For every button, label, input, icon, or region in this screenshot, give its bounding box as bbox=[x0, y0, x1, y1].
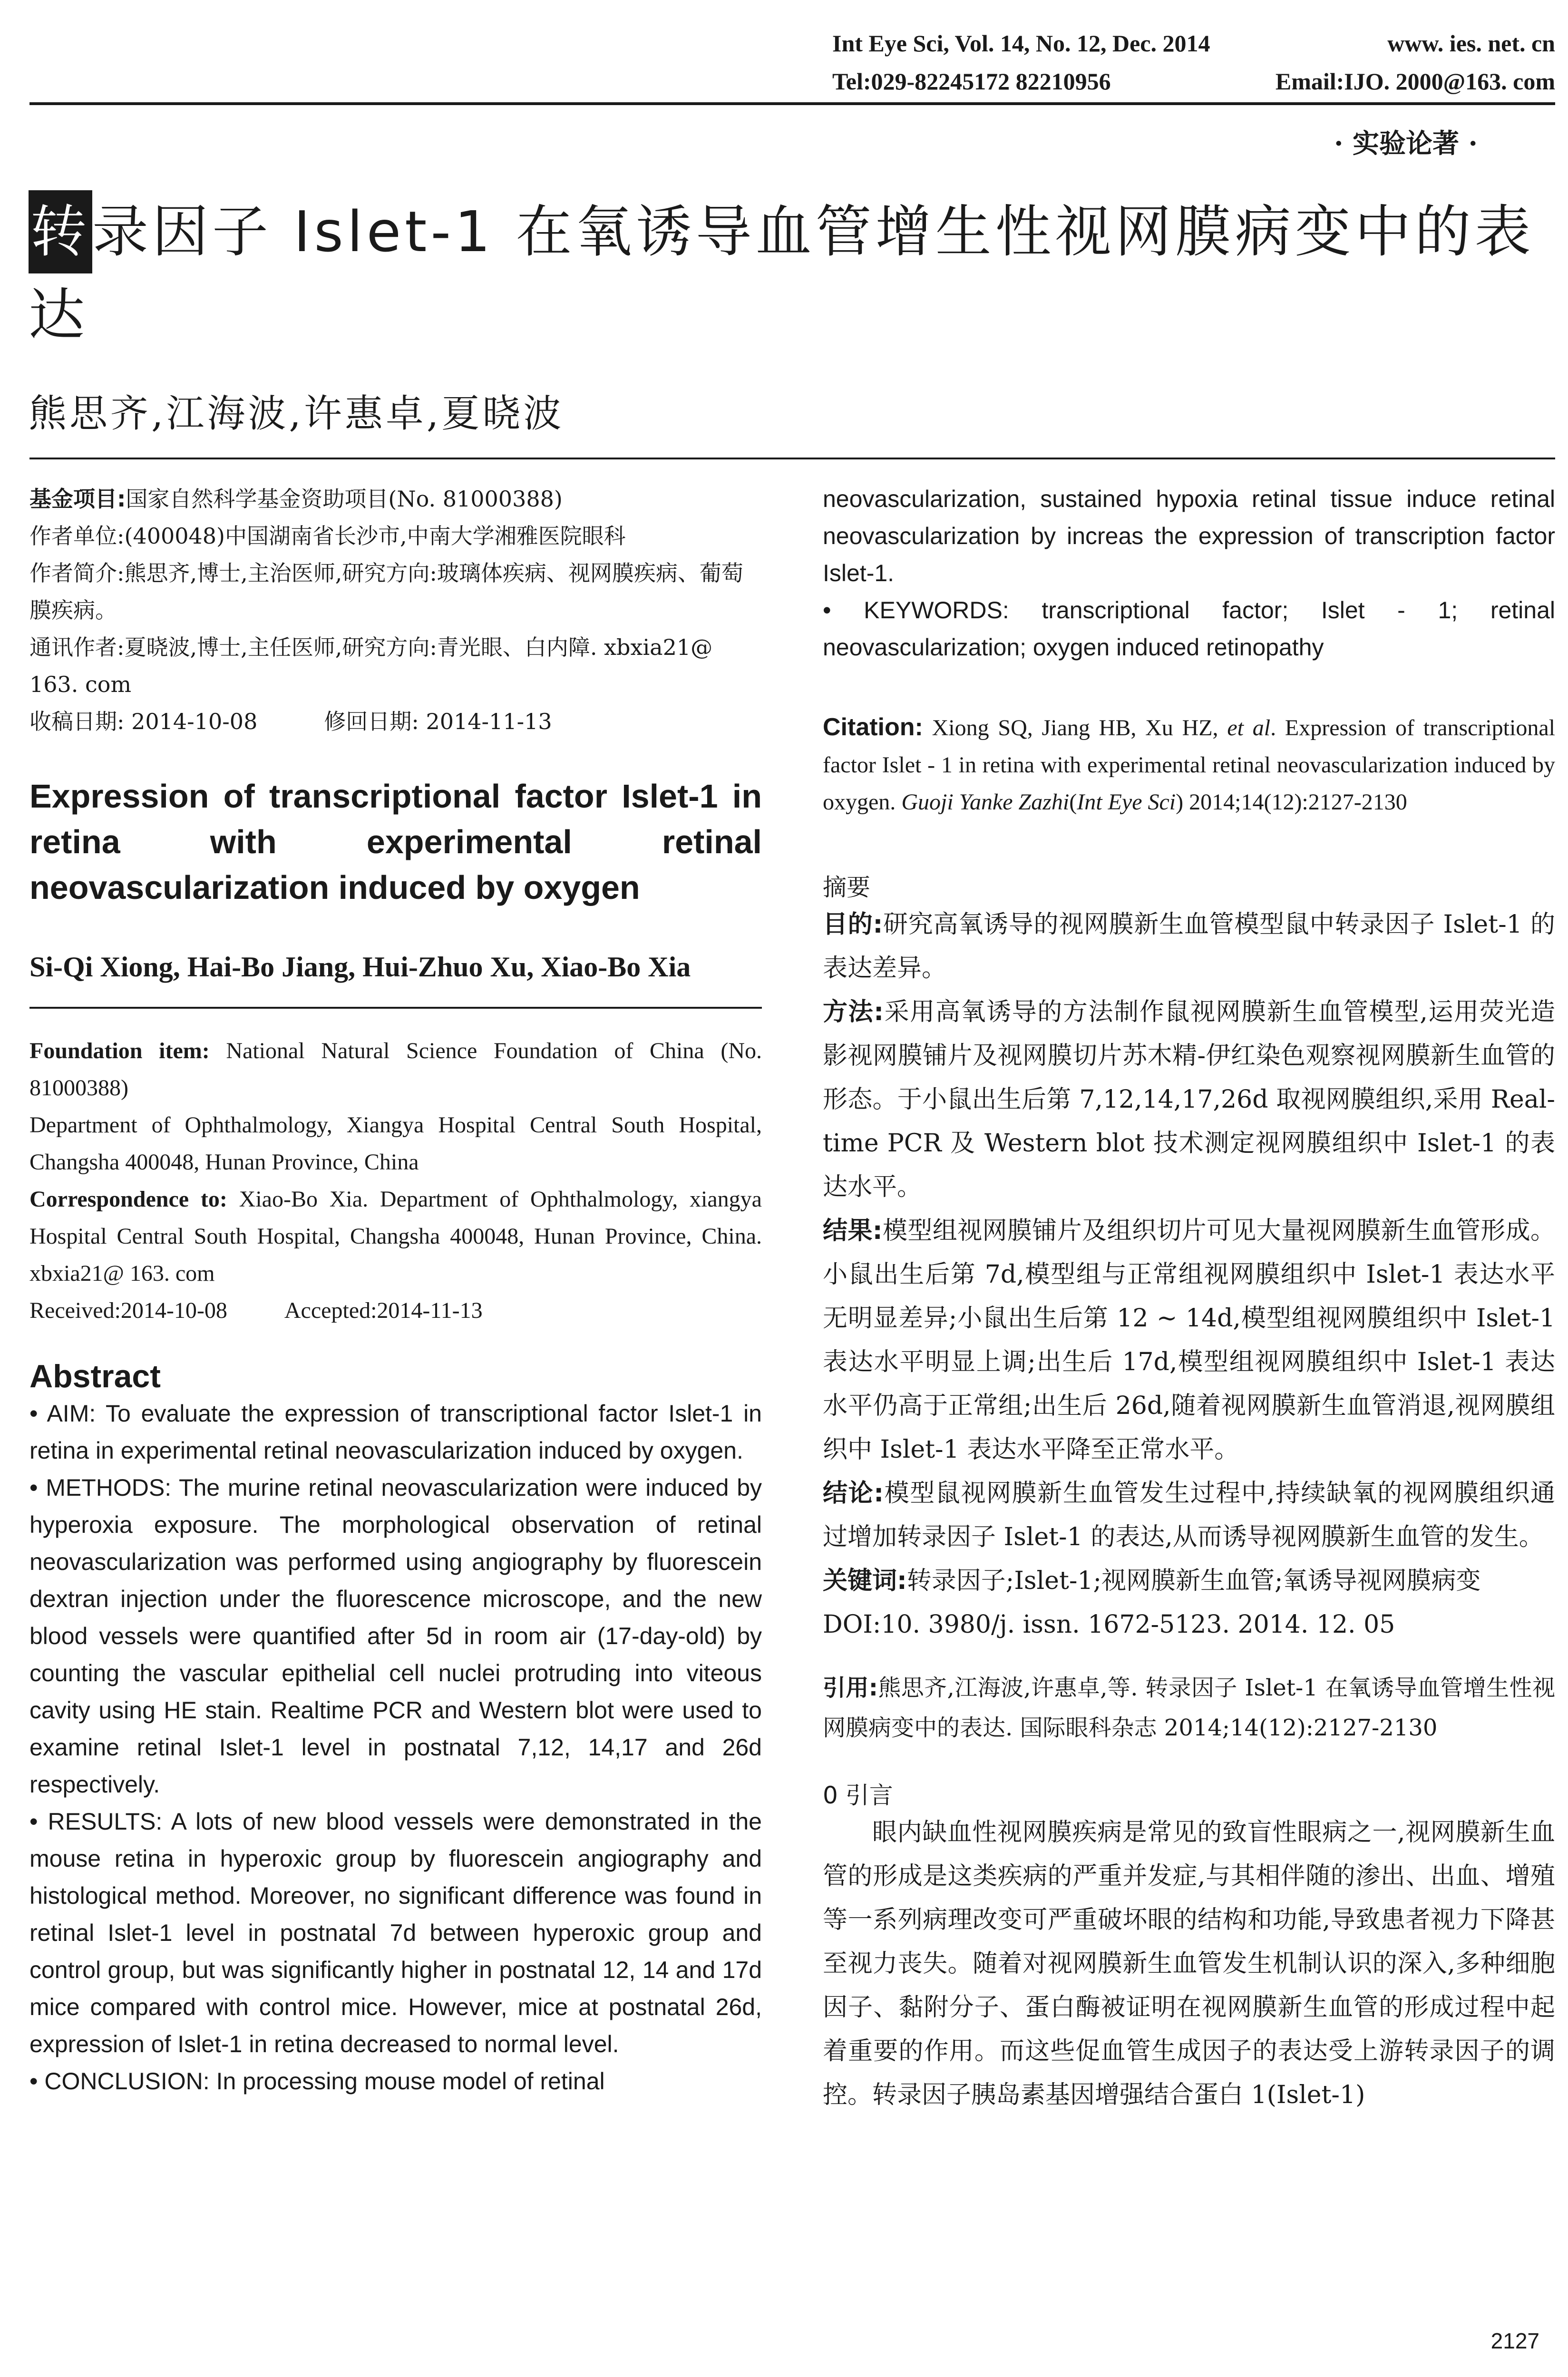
title-rule bbox=[29, 458, 1555, 459]
left-column bbox=[29, 480, 762, 2100]
unit-cn: 作者单位:(400048)中国湖南省长沙市,中南大学湘雅医院眼科 bbox=[29, 523, 626, 549]
page-title bbox=[29, 190, 1550, 357]
cite-cn: 引用:熊思齐,江海波,许惠卓,等. 转录因子 Islet-1 在氧诱导血管增生性视网膜病变中的表达. 国际眼科杂志 2014;14(12):2127-2130 bbox=[823, 1675, 1555, 1741]
abstract-aim: • AIM: To evaluate the expression of transcriptional factor Islet-1 in retina in experimental retinal neovascularization induced by oxygen. bbox=[29, 1400, 762, 1464]
dates-en: Received:2014-10-08 Accepted:2014-11-13 bbox=[29, 1298, 483, 1323]
corr-cn: 通讯作者:夏晓波,博士,主任医师,研究方向:青光眼、白内障. xbxia21@ 163. com bbox=[29, 634, 713, 697]
dates-cn: 收稿日期: 2014-10-08 修回日期: 2014-11-13 bbox=[29, 709, 552, 734]
title-highlight-char: 转 bbox=[29, 190, 92, 273]
abstract-conclusion-part2: neovascularization, sustained hypoxia retinal tissue induce retinal neovascularization by increas the expression of transcription factor Islet-1. bbox=[823, 486, 1555, 586]
foundation-en: Foundation item: National Natural Science Foundation of China (No. 81000388) bbox=[29, 1038, 762, 1101]
page-number: 2127 bbox=[1490, 2328, 1539, 2353]
abstract-results: • RESULTS: A lots of new blood vessels were demonstrated in the mouse retina in hyperoxic group by fluorescein angiography and histological method. Moreover, no significant difference was found in retinal Islet-1 level in postnatal 7d between hyperoxic group and control group, but was significantly higher in postnatal 12, 14 and 17d mice compared with control mice. However, mice at postnatal 26d, expression of Islet-1 in retina decreased to normal level. bbox=[29, 1808, 762, 2057]
citation-en: Citation: Xiong SQ, Jiang HB, Xu HZ, et al. Expression of transcriptional factor Islet - 1 in retina with experimental retinal neovascularization induced by oxygen. Guoji Yanke Zazhi(Int Eye Sci) 2014;14(12):2127-2130 bbox=[823, 713, 1555, 815]
author-rule bbox=[29, 1007, 762, 1009]
abstract-methods: • METHODS: The murine retinal neovascularization were induced by hyperoxia exposure. The morphological observation of retinal neovascularization was performed using angiography by fluorescein dextran injection under the fluorescence microscope, and the new blood vessels were quantified after 5d in room air (17-day-old) by counting the vascular epithelial cell nuclei protruding into viteous cavity using HE stain. Realtime PCR and Western blot were used to examine retinal Islet-1 level in postnatal 7,12, 14,17 and 26d respectively. bbox=[29, 1474, 762, 1798]
header-rule bbox=[29, 102, 1555, 105]
journal-header-line1 bbox=[832, 29, 1555, 57]
abstract-heading: Abstract bbox=[29, 1358, 161, 1394]
journal-citation-line: Int Eye Sci, Vol. 14, No. 12, Dec. 2014 bbox=[832, 30, 1210, 57]
abstract-cn-methods: 方法:采用高氧诱导的方法制作鼠视网膜新生血管模型,运用荧光造影视网膜铺片及视网膜切片苏木精-伊红染色观察视网膜新生血管的形态。于小鼠出生后第 7,12,14,17,26d 取视网膜组织,采用 Real-time PCR 及 Western blot 技术测定视网膜组织中 Islet-1 的表达水平。 bbox=[823, 998, 1555, 1201]
abstract-cn-aim: 目的:研究高氧诱导的视网膜新生血管模型鼠中转录因子 Islet-1 的表达差异。 bbox=[823, 910, 1555, 983]
abstract-cn-conclusion: 结论:模型鼠视网膜新生血管发生过程中,持续缺氧的视网膜组织通过增加转录因子 Islet-1 的表达,从而诱导视网膜新生血管的发生。 bbox=[823, 1479, 1555, 1551]
journal-email[interactable]: Email:IJO. 2000@163. com bbox=[1275, 68, 1555, 95]
journal-website[interactable]: www. ies. net. cn bbox=[1387, 30, 1555, 57]
doi[interactable]: DOI:10. 3980/j. issn. 1672-5123. 2014. 12. 05 bbox=[823, 1610, 1395, 1639]
right-column bbox=[823, 480, 1555, 2117]
journal-tel: Tel:029-82245172 82210956 bbox=[832, 68, 1111, 95]
dept-en: Department of Ophthalmology, Xiangya Hospital Central South Hospital, Changsha 400048, Hunan Province, China bbox=[29, 1112, 762, 1175]
foundation-cn: 基金项目:国家自然科学基金资助项目(No. 81000388) bbox=[29, 486, 563, 512]
english-authors: Si-Qi Xiong, Hai-Bo Jiang, Hui-Zhuo Xu, Xiao-Bo Xia bbox=[29, 951, 691, 983]
intro-heading: 0 引言 bbox=[823, 1782, 893, 1809]
corr-en: Correspondence to: Xiao-Bo Xia. Department of Ophthalmology, xiangya Hospital Central South Hospital, Changsha 400048, Hunan Province, China. xbxia21@ 163. com bbox=[29, 1187, 762, 1286]
abstract-keywords: • KEYWORDS: transcriptional factor; Islet - 1; retinal neovascularization; oxygen induced retinopathy bbox=[823, 597, 1555, 661]
abstract-cn-results: 结果:模型组视网膜铺片及组织切片可见大量视网膜新生血管形成。小鼠出生后第 7d,模型组与正常组视网膜组织中 Islet-1 表达水平无明显差异;小鼠出生后第 12 ~ 14d,模型组视网膜组织中 Islet-1 表达水平明显上调;出生后 17d,模型组视网膜组织中 Islet-1 表达水平仍高于正常组;出生后 26d,随着视网膜新生血管消退,视网膜组织中 Islet-1 表达水平降至正常水平。 bbox=[823, 1217, 1555, 1464]
intro-body: 眼内缺血性视网膜疾病是常见的致盲性眼病之一,视网膜新生血管的形成是这类疾病的严重并发症,与其相伴随的渗出、出血、增殖等一系列病理改变可严重破坏眼的结构和功能,导致患者视力下降甚至视力丧失。随着对视网膜新生血管发生机制认识的深入,多种细胞因子、黏附分子、蛋白酶被证明在视网膜新生血管的形成过程中起着重要的作用。而这些促血管生成因子的表达受上游转录因子的调控。转录因子胰岛素基因增强结合蛋白 1(Islet-1) bbox=[823, 1818, 1555, 2109]
journal-header-line2 bbox=[832, 68, 1555, 95]
abstract-cn-heading: 摘要 bbox=[823, 874, 870, 901]
english-title: Expression of transcriptional factor Islet-1 in retina with experimental retinal neovascularization induced by oxygen bbox=[29, 778, 762, 906]
abstract-cn-keywords: 关键词:转录因子;Islet-1;视网膜新生血管;氧诱导视网膜病变 bbox=[823, 1567, 1481, 1595]
section-label: · 实验论著 · bbox=[1334, 128, 1478, 159]
title-text: 录因子 Islet-1 在氧诱导血管增生性视网膜病变中的表达 bbox=[29, 199, 1535, 348]
authors-cn: 熊思齐,江海波,许惠卓,夏晓波 bbox=[29, 391, 565, 436]
abstract-conclusion-part1: • CONCLUSION: In processing mouse model of retinal bbox=[29, 2068, 605, 2094]
bio-cn: 作者简介:熊思齐,博士,主治医师,研究方向:玻璃体疾病、视网膜疾病、葡萄膜疾病。 bbox=[29, 560, 743, 623]
